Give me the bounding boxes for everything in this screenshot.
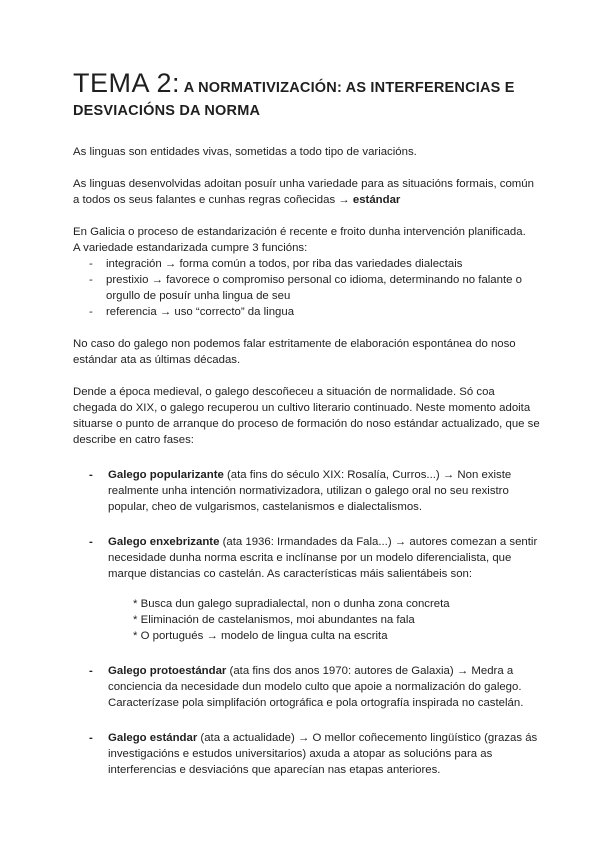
phase-protoestandar xyxy=(73,663,540,711)
list-item: * Busca dun galego supradialectal, non o dunha zona concreta xyxy=(133,598,450,610)
paragraph-galicia xyxy=(73,224,540,256)
title-subtitle-line1: A NORMATIVIZACIÓN: AS INTERFERENCIAS E xyxy=(180,80,515,96)
phase-estandar xyxy=(73,730,540,778)
phase-name: Galego popularizante xyxy=(108,469,224,481)
list-item: * O portugués → modelo de lingua culta na escrita xyxy=(133,630,388,642)
functions-list xyxy=(73,256,540,320)
paragraph-medieval: Dende a época medieval, o galego descoñeceu a situación de normalidade. Só coa chegada do XIX, o galego recuperou un cultivo literario continuado. Neste momento adoita situarse o punto de arranque do proceso de formación do noso estándar actualizado, que se describe en catro fases: xyxy=(73,386,540,446)
title-subtitle-line2: DESVIACIÓNS DA NORMA xyxy=(73,103,261,119)
list-item: - referencia → uso “correcto” da lingua xyxy=(73,304,540,320)
title-main: TEMA 2: xyxy=(73,68,181,98)
paragraph-standard xyxy=(73,176,540,208)
list-item: * Eliminación de castelanismos, moi abundantes na fala xyxy=(133,614,415,626)
phase-name: Galego estándar xyxy=(108,732,198,744)
paragraph-galicia-line1: En Galicia o proceso de estandarización é recente e froito dunha intervención planificada. xyxy=(73,226,526,238)
page-title xyxy=(73,70,540,122)
list-item: - integración → forma común a todos, por riba das variedades dialectais xyxy=(73,256,540,272)
phase-name: Galego enxebrizante xyxy=(108,536,220,548)
phase-text: (ata fins do século XIX: Rosalía, Curros...) → Non existe realmente unha intención normativizadora, utilizan o galego oral no seu rexistro popular, cheo de vulgarismos, castelanismos e dialectalismos. xyxy=(108,469,512,513)
standard-term: estándar xyxy=(352,194,401,206)
paragraph-variations: As linguas son entidades vivas, sometidas a todo tipo de variacións. xyxy=(73,146,417,158)
phase-name: Galego protoestándar xyxy=(108,665,227,677)
phase-text: (ata a actualidade) → O mellor coñecemento lingüístico (grazas ás investigacións e estudos universitarios) axuda a atopar as solucións para as interferencias e desviacións que aparecían nas etapas anteriores. xyxy=(108,732,538,776)
enxebrizante-features xyxy=(108,596,540,644)
paragraph-standard-text: As linguas desenvolvidas adoitan posuír unha variedade para as situacións formais, común a todos os seus falantes e cunhas regras coñecidas → xyxy=(73,178,534,206)
paragraph-galicia-line2: A variedade estandarizada cumpre 3 funcións: xyxy=(73,242,308,254)
paragraph-spontaneous: No caso do galego non podemos falar estritamente de elaboración espontánea do noso estándar ata as últimas décadas. xyxy=(73,338,516,366)
phase-text: (ata 1936: Irmandades da Fala...) → autores comezan a sentir necesidade dunha norma escrita e inclínanse por un modelo diferencialista, que marque distancias co castelán. As características máis salientábeis son: xyxy=(108,536,538,580)
phase-popularizante xyxy=(73,467,540,515)
phase-text: (ata fins dos anos 1970: autores de Galaxia) → Medra a conciencia da necesidade dun modelo culto que apoie a normalización do galego. Caracterízase pola simplifación ortográfica e pola ortografía inspirada no castelán. xyxy=(108,665,524,709)
phase-enxebrizante xyxy=(73,534,540,644)
list-item: - prestixio → favorece o compromiso personal co idioma, determinando no falante o orgullo de posuír unha lingua de seu xyxy=(73,272,540,304)
phases-list xyxy=(73,467,540,778)
